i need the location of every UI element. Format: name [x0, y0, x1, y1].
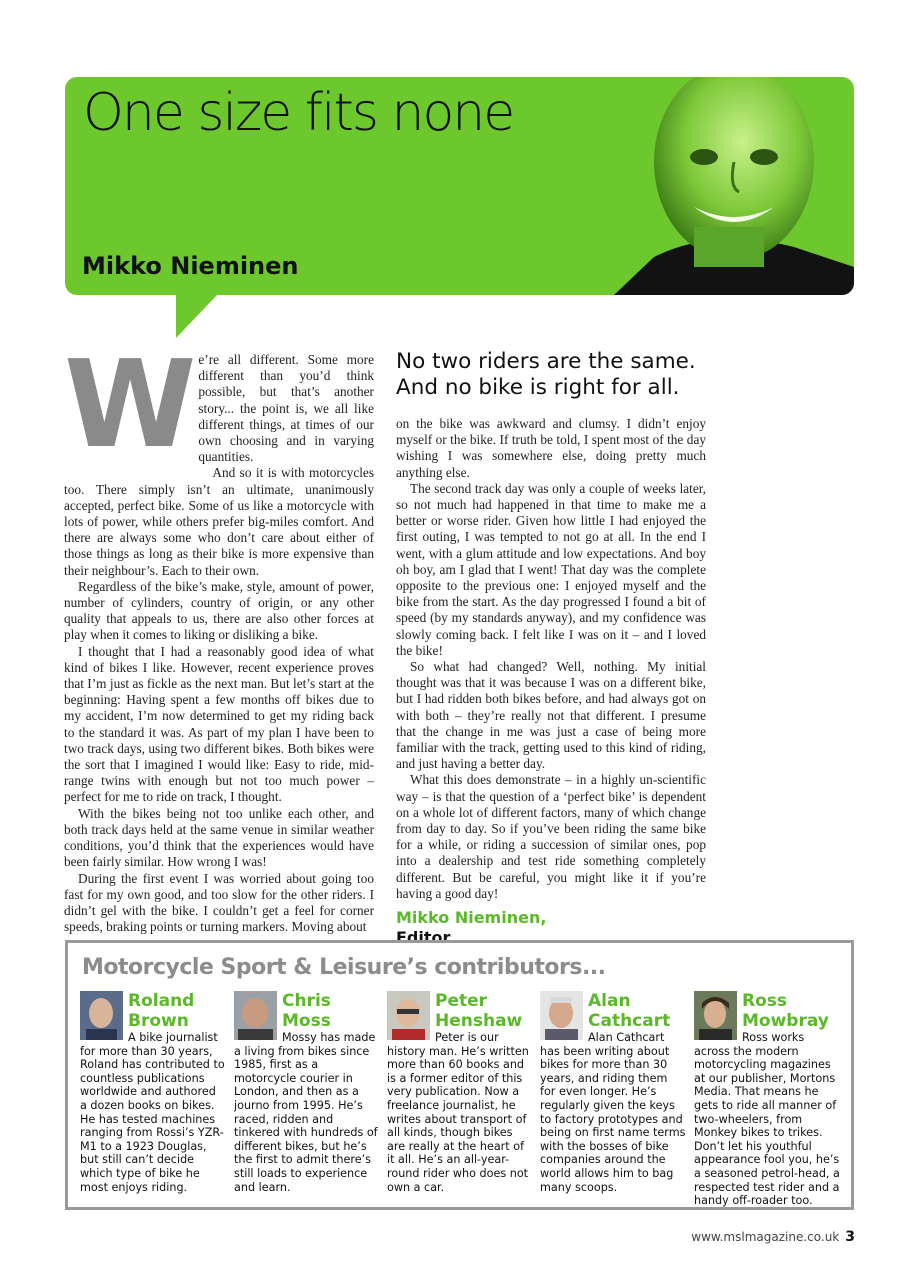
contributor-last-name: Moss: [282, 1011, 331, 1031]
contributor-first-name: Chris: [282, 991, 331, 1011]
contributor-card: [80, 991, 226, 1194]
article-paragraph: What this does demonstrate – in a highly un-scientific way – is that the question of a ‘perfect bike’ is dependent on a whole lot of different factors, many of which change from day to day. So if you’ve been riding the same bike for a while, or riding a succession of similar ones, pop into a dealership and test ride something completely different. But be careful, you might like it if you’re having a good day!: [396, 772, 706, 901]
contributor-card: [694, 991, 840, 1208]
page-footer: [691, 1229, 855, 1245]
editor-portrait: [594, 77, 854, 295]
contributor-photo: [540, 991, 583, 1040]
contributor-bio: Ross works across the modern motorcycling magazines at our publisher, Mortons Media. That means he gets to ride all manner of two-wheelers, from Monkey bikes to trikes. Don’t let his youthful appearance fool you, he’s a seasoned petrol-head, a respected test rider and a handy off-roader too.: [694, 1031, 840, 1208]
article-paragraph: With the bikes being not too unlike each other, and both track days held at the same venue in similar weather conditions, you’d think that the experiences would have been fairly similar. How wrong I was!: [64, 805, 374, 870]
page-number: 3: [845, 1229, 855, 1245]
header-banner: [65, 77, 854, 295]
article-paragraph: The second track day was only a couple of weeks later, so not much had happened in that time to make me a better or worse rider. Given how little I had enjoyed the first outing, I was tempted to not go at all. In the end I went, with a glum attitude and low expectations. And boy oh boy, am I glad that I went! That day was the complete opposite to the previous one: I enjoyed myself and the bike from the start. As the day progressed I found a bit of speed (by my standards anyway), and my confidence was slowly coming back. I felt like I was on it – and I loved the bike!: [396, 480, 706, 658]
article-paragraph: And so it is with motorcycles too. There simply isn’t an ultimate, unanimously accepted, perfect bike. Some of us like a motorcycle with lots of power, while others prefer big-miles comfort. And there are always some who don’t care about either of those things as long as their bike is more expensive than their neighbour’s. Each to their own.: [64, 465, 374, 578]
headline: One size fits none: [83, 83, 514, 143]
speech-pointer: [176, 294, 218, 338]
contributor-bio: Peter is our history man. He’s written more than 60 books and is a former editor of this very publication. Now a freelance journalist, he writes about transport of all kinds, though bikes are really at the heart of it all. He’s an all-year-round rider who does not own a car.: [387, 1031, 529, 1194]
contributor-card: [387, 991, 533, 1194]
signature-name: Mikko Nieminen,: [396, 908, 547, 928]
pull-quote: No two riders are the same. And no bike is right for all.: [396, 349, 696, 400]
article-column-left: [64, 336, 374, 935]
contributor-photo: [234, 991, 277, 1040]
contributors-box: [65, 940, 854, 1210]
contributor-last-name: Cathcart: [588, 1011, 671, 1031]
drop-cap: W: [64, 336, 193, 475]
contributor-photo: [694, 991, 737, 1040]
article-column-right: [396, 416, 706, 948]
contributor-last-name: Brown: [128, 1011, 189, 1031]
contributor-photo: [387, 991, 430, 1040]
contributors-title: Motorcycle Sport & Leisure’s contributors...: [82, 955, 606, 980]
contributor-last-name: Henshaw: [435, 1011, 523, 1031]
contributor-bio: A bike journalist for more than 30 years, Roland has contributed to countless publications worldwide and authored a dozen books on bikes. He has tested machines ranging from Rossi’s YZR-M1 to a 1923 Douglas, but still can’t decide which type of bike he most enjoys riding.: [80, 1031, 225, 1194]
article-paragraph: I thought that I had a reasonably good idea of what kind of bikes I like. However, recent experience proves that I’m just as fickle as the next man. But let’s start at the beginning: Having spent a few months off bikes due to my accident, I’m now determined to get my riding back to the standard it was. As part of my plan I have been to two track days, using two different bikes. Both bikes were the sort that I imagined I would like: Easy to ride, mid-range twins with enough but not too much power – perfect for me to ride on track, I thought.: [64, 643, 374, 805]
footer-url: www.mslmagazine.co.uk: [691, 1230, 840, 1244]
contributor-bio: Mossy has made a living from bikes since 1985, first as a motorcycle courier in London, and then as a journo from 1995. He’s raced, ridden and tinkered with hundreds of different bikes, but he’s the first to admit there’s still loads to experience and learn.: [234, 1031, 378, 1194]
article-paragraph: on the bike was awkward and clumsy. I didn’t enjoy myself or the bike. If truth be told, I spent most of the day wishing I was somewhere else, doing pretty much anything else.: [396, 416, 706, 480]
contributor-bio: Alan Cathcart has been writing about bikes for more than 30 years, and riding them for even longer. He’s regularly given the keys to factory prototypes and being on first name terms with the bosses of bike companies around the world allows him to bag many scoops.: [540, 1031, 686, 1194]
signature-role: Editor: [396, 928, 451, 948]
contributor-card: [540, 991, 686, 1194]
contributor-first-name: Ross: [742, 991, 788, 1011]
article-paragraph: During the first event I was worried about going too fast for my own good, and too slow for the other riders. I didn’t gel with the bike. I couldn’t get a feel for corner speeds, braking points or turning markers. Moving about: [64, 870, 374, 935]
article-paragraph: So what had changed? Well, nothing. My initial thought was that it was because I was on a different bike, but I had ridden both bikes before, and had always got on with both – they’re really not that different. I presume that the change in me was just a case of being more familiar with the track, getting used to this kind of riding, and just having a better day.: [396, 659, 706, 772]
contributor-first-name: Roland: [128, 991, 195, 1011]
article-paragraph: Regardless of the bike’s make, style, amount of power, number of cylinders, country of origin, or any other quality that appeals to us, there are also other forces at play when it comes to liking or disliking a bike.: [64, 578, 374, 643]
contributor-first-name: Peter: [435, 991, 488, 1011]
contributor-first-name: Alan: [588, 991, 631, 1011]
contributor-last-name: Mowbray: [742, 1011, 829, 1031]
contributor-photo: [80, 991, 123, 1040]
article-paragraph: We’re all different. Some more different than you’d think possible, but that’s another story... the point is, we all like different things, at times of our own choosing and in varying quantities.: [64, 336, 374, 475]
byline: Mikko Nieminen: [82, 252, 299, 280]
contributor-card: [234, 991, 380, 1194]
